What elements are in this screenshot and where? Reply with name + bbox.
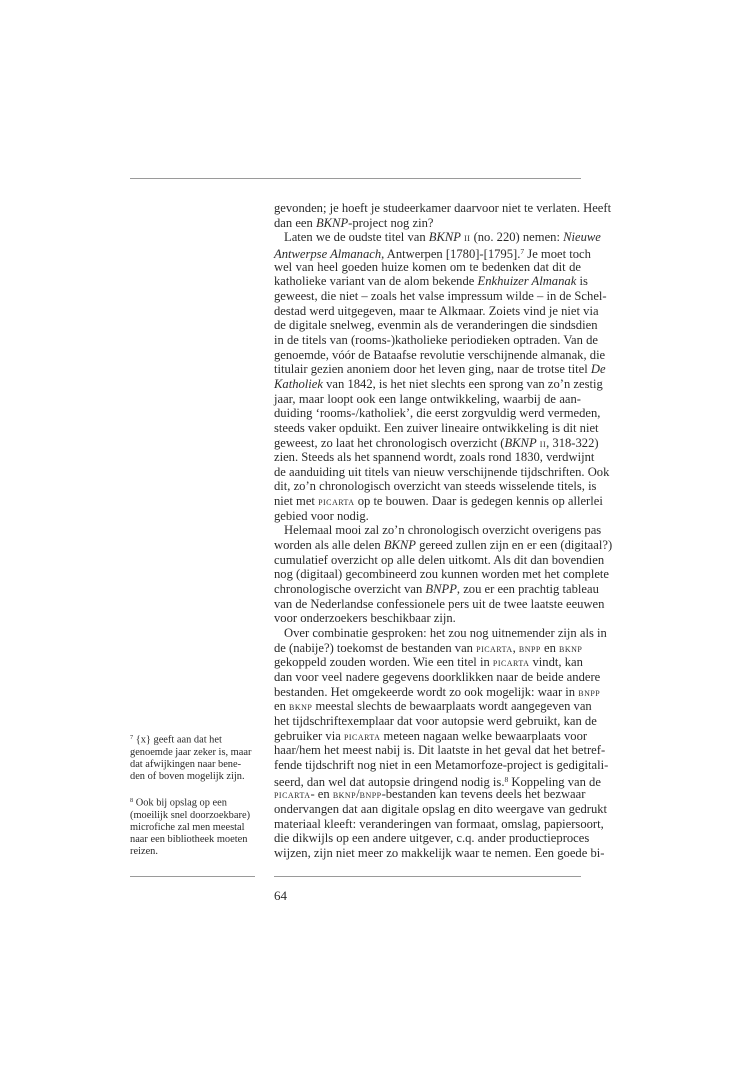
text-segment: Koppeling van de bbox=[508, 774, 601, 789]
text-line bbox=[274, 743, 606, 758]
text-segment: zien. Steeds als het spannend wordt, zoals rond 1830, verdwijnt bbox=[274, 450, 595, 465]
text-line bbox=[274, 713, 597, 729]
text-segment: -project nog zin? bbox=[348, 215, 434, 230]
text-segment: gevonden; je hoeft je studeerkamer daarvoor niet te verlaten. Heeft bbox=[274, 201, 612, 215]
text-segment: van de Nederlandse confessionele pers uit de twee laatste eeuwen bbox=[274, 596, 605, 611]
text-line bbox=[274, 392, 581, 407]
text-segment: duiding ‘rooms-/katholiek’, die eerst zorgvuldig werd vermeden, bbox=[274, 406, 601, 421]
small-caps-text: ii bbox=[464, 230, 471, 245]
text-segment: seerd, dan wel dat autopsie dringend nodig is. bbox=[274, 774, 505, 789]
text-line bbox=[274, 230, 601, 245]
text-segment: geweest, die niet – zoals het valse impressum wilde – in de Schel- bbox=[274, 288, 607, 303]
text-segment: gebied voor nodig. bbox=[274, 508, 369, 523]
footnote-text: naar een bibliotheek moeten bbox=[130, 834, 248, 846]
text-line bbox=[274, 376, 603, 392]
text-segment: Over combinatie gesproken: het zou nog uitnemender zijn als in bbox=[284, 626, 607, 641]
text-segment: meteen nagaan welke bewaarplaats voor bbox=[380, 728, 588, 743]
footnote-text: den of boven mogelijk zijn. bbox=[130, 771, 245, 783]
text-line bbox=[274, 538, 613, 553]
text-segment: op te bouwen. Daar is gedegen kennis op allerlei bbox=[354, 494, 603, 509]
footnote-line bbox=[130, 822, 258, 834]
text-segment: fende tijdschrift nog niet in een Metamorfoze-project is gedigitali- bbox=[274, 757, 609, 772]
small-caps-text: ii bbox=[539, 435, 547, 450]
text-segment: , 318-322) bbox=[546, 435, 599, 450]
text-segment: -bestanden kan tevens deels het bezwaar bbox=[381, 787, 586, 802]
small-caps-text: picarta bbox=[274, 787, 311, 802]
footnote-text: Ook bij opslag op een bbox=[135, 797, 227, 809]
text-segment: - en bbox=[310, 787, 333, 802]
small-caps-text: picarta bbox=[476, 640, 513, 655]
footnote-7 bbox=[130, 732, 258, 783]
footnote-line bbox=[130, 771, 258, 783]
text-line bbox=[274, 479, 597, 494]
text-line bbox=[274, 509, 581, 524]
footnote-line bbox=[130, 795, 258, 810]
text-segment: en bbox=[274, 699, 290, 714]
italic-text: BKNP bbox=[428, 230, 461, 245]
text-line bbox=[274, 260, 581, 275]
text-segment: / bbox=[356, 787, 360, 802]
text-line bbox=[274, 303, 599, 319]
italic-text: BNPP bbox=[425, 582, 457, 597]
text-segment: nog (digitaal) gecombineerd zou kunnen worden met het complete bbox=[274, 567, 610, 582]
footnote-text: reizen. bbox=[130, 846, 158, 858]
text-line bbox=[274, 450, 595, 465]
text-segment: gekoppeld zouden worden. Wie een titel in bbox=[274, 655, 493, 670]
text-line bbox=[274, 816, 604, 832]
text-line bbox=[274, 406, 601, 421]
footnote-number: 7 bbox=[130, 734, 134, 741]
text-segment: die dikwijls op een andere uitgever, c.q. ander productieproces bbox=[274, 831, 590, 846]
text-line bbox=[274, 773, 601, 789]
text-segment: katholieke variant van de alom bekende bbox=[274, 274, 478, 289]
text-segment: dit, zo’n chronologisch overzicht van steeds wisselende titels, is bbox=[274, 479, 597, 494]
text-segment: voor onderzoekers beschikbaar zijn. bbox=[274, 611, 456, 626]
text-line bbox=[274, 567, 610, 582]
text-line bbox=[274, 274, 588, 289]
text-segment: gebruiker via bbox=[274, 728, 344, 743]
footnote-text: dat afwijkingen naar bene- bbox=[130, 758, 242, 770]
text-line bbox=[274, 655, 581, 670]
text-segment: dan voor veel nadere gegevens doorklikken naar de beide andere bbox=[274, 670, 601, 684]
footnote-text: microfiche zal men meestal bbox=[130, 822, 245, 834]
page-number: 64 bbox=[274, 888, 287, 903]
text-line bbox=[274, 801, 608, 817]
small-caps-text: picarta bbox=[318, 494, 355, 509]
main-text-column bbox=[274, 201, 613, 861]
text-segment: titulair gezien anoniem door het leven ging, naar de trotse titel bbox=[274, 362, 591, 377]
small-caps-text: picarta bbox=[343, 728, 381, 743]
footnote-text: genoemde jaar zeker is, maar bbox=[130, 746, 252, 758]
text-line bbox=[274, 787, 586, 802]
footnote-line bbox=[130, 747, 258, 759]
italic-text: BKNP bbox=[315, 215, 349, 230]
text-segment: (no. 220) nemen: bbox=[470, 230, 564, 245]
footnote-reference: 8 bbox=[504, 774, 509, 784]
footnote-8 bbox=[130, 795, 258, 858]
footnote-text: (moeilijk snel doorzoekbare) bbox=[130, 809, 251, 821]
text-bottom-rule bbox=[274, 876, 581, 877]
text-segment: wijzen, zijn niet meer zo makkelijk waar te nemen. Een goede bi- bbox=[274, 845, 605, 860]
text-segment: chronologische overzicht van bbox=[274, 582, 426, 597]
text-line bbox=[274, 216, 581, 231]
text-segment: genoemde, vóór de Bataafse revolutie verschijnende almanak, die bbox=[274, 347, 606, 362]
text-segment: , Antwerpen [1780]-[1795]. bbox=[381, 247, 521, 262]
footnote-line bbox=[130, 759, 258, 771]
text-segment: bestanden. Het omgekeerde wordt zo ook mogelijk: waar in bbox=[274, 684, 579, 699]
footnote-line bbox=[130, 834, 258, 846]
text-segment: materiaal kleeft: veranderingen van formaat, omslag, papiersoort, bbox=[274, 816, 604, 831]
text-segment: in de titels van (rooms-)katholieke periodieken optraden. Van de bbox=[274, 332, 598, 347]
text-segment: jaar, maar loopt ook een lange ontwikkeling, waarbij de aan- bbox=[274, 391, 581, 406]
text-segment: cumulatief overzicht op alle delen uitkomt. Als dit dan bovendien bbox=[274, 552, 605, 567]
small-caps-text: bknp bbox=[559, 640, 583, 655]
text-line bbox=[274, 626, 607, 641]
text-segment: Je moet toch bbox=[524, 247, 591, 262]
text-segment: haar/hem het meest nabij is. Dit laatste in het geval dat het betref- bbox=[274, 743, 606, 758]
small-caps-text: bnpp bbox=[518, 640, 541, 655]
text-line bbox=[274, 757, 609, 773]
text-segment: van 1842, is het niet slechts een sprong van zo’n zestig bbox=[322, 376, 603, 391]
text-segment: gereed zullen zijn en er een (digitaal?) bbox=[416, 538, 613, 553]
text-segment: de digitale snelweg, evenmin als de veranderingen die sindsdien bbox=[274, 318, 598, 333]
italic-text: Enkhuizer Almanak bbox=[477, 274, 577, 289]
text-line bbox=[274, 684, 601, 700]
text-segment: is bbox=[576, 274, 588, 289]
text-line bbox=[274, 728, 588, 744]
text-segment: geweest, zo laat het chronologisch overzicht ( bbox=[274, 435, 505, 450]
footnote-number: 8 bbox=[130, 797, 134, 805]
text-segment: worden als alle delen bbox=[274, 538, 384, 553]
text-line bbox=[274, 641, 581, 656]
text-line bbox=[274, 347, 606, 363]
footnote-text: {x} geeft aan dat het bbox=[135, 734, 222, 746]
text-segment: de (nabije?) toekomst de bestanden van bbox=[274, 640, 477, 655]
text-line bbox=[274, 435, 599, 451]
text-line bbox=[274, 523, 602, 538]
text-line bbox=[274, 670, 601, 685]
small-caps-text: bnpp bbox=[578, 684, 601, 699]
text-line bbox=[274, 831, 590, 846]
text-segment: het tijdschriftexemplaar dat voor autopsie werd gebruikt, kan de bbox=[274, 713, 597, 728]
text-line bbox=[274, 288, 607, 304]
text-segment: , bbox=[512, 640, 519, 655]
small-caps-text: bknp bbox=[332, 787, 357, 802]
text-segment: steeds vaker opduikt. Een zuiver lineaire ontwikkeling is dit niet bbox=[274, 420, 599, 435]
text-segment: en bbox=[540, 640, 560, 655]
text-line bbox=[274, 362, 606, 377]
text-segment: niet met bbox=[274, 494, 319, 509]
text-segment: meestal slechts de bewaarplaats wordt aangegeven van bbox=[312, 699, 592, 714]
italic-text: Katholiek bbox=[274, 376, 323, 391]
footnotes bbox=[130, 732, 258, 871]
text-line bbox=[274, 611, 581, 626]
text-segment: Helemaal mooi zal zo’n chronologisch overzicht overigens pas bbox=[284, 523, 602, 538]
footnote-reference: 7 bbox=[520, 246, 525, 256]
text-line bbox=[274, 552, 605, 568]
text-line bbox=[274, 582, 599, 597]
text-segment: dan een bbox=[274, 215, 316, 230]
header-rule bbox=[130, 178, 581, 179]
italic-text: Antwerpse Almanach bbox=[274, 247, 382, 262]
text-line bbox=[274, 201, 612, 216]
italic-text: Nieuwe bbox=[563, 230, 601, 245]
text-segment: , zou er een prachtig tableau bbox=[456, 582, 599, 597]
text-segment: ondervangen dat aan digitale opslag en dito weergave van gedrukt bbox=[274, 801, 608, 816]
text-line bbox=[274, 699, 592, 714]
text-segment: de aanduiding uit titels van nieuw verschijnende tijdschriften. Ook bbox=[274, 464, 610, 479]
text-line bbox=[274, 332, 598, 348]
small-caps-text: bknp bbox=[289, 699, 313, 714]
text-line bbox=[274, 318, 598, 333]
text-segment: vindt, kan bbox=[529, 655, 583, 670]
text-segment: destad werd uitgegeven, maar te Alkmaar. Zoiets vind je niet via bbox=[274, 303, 599, 318]
footnote-bottom-rule bbox=[130, 876, 255, 877]
text-line bbox=[274, 596, 605, 612]
text-line bbox=[274, 845, 605, 861]
italic-text: BKNP bbox=[504, 435, 537, 450]
text-segment: Laten we de oudste titel van bbox=[284, 230, 429, 245]
text-line bbox=[274, 464, 610, 480]
text-line bbox=[274, 420, 599, 436]
small-caps-text: picarta bbox=[492, 655, 530, 670]
text-line bbox=[274, 494, 603, 509]
text-line bbox=[274, 245, 591, 262]
italic-text: BKNP bbox=[383, 538, 416, 553]
footnote-line bbox=[130, 846, 258, 858]
italic-text: De bbox=[590, 362, 606, 377]
footnote-line bbox=[130, 810, 258, 822]
small-caps-text: bnpp bbox=[359, 787, 382, 802]
footnote-line bbox=[130, 732, 258, 747]
text-segment: wel van heel goeden huize komen om te bedenken dat dit de bbox=[274, 259, 581, 274]
